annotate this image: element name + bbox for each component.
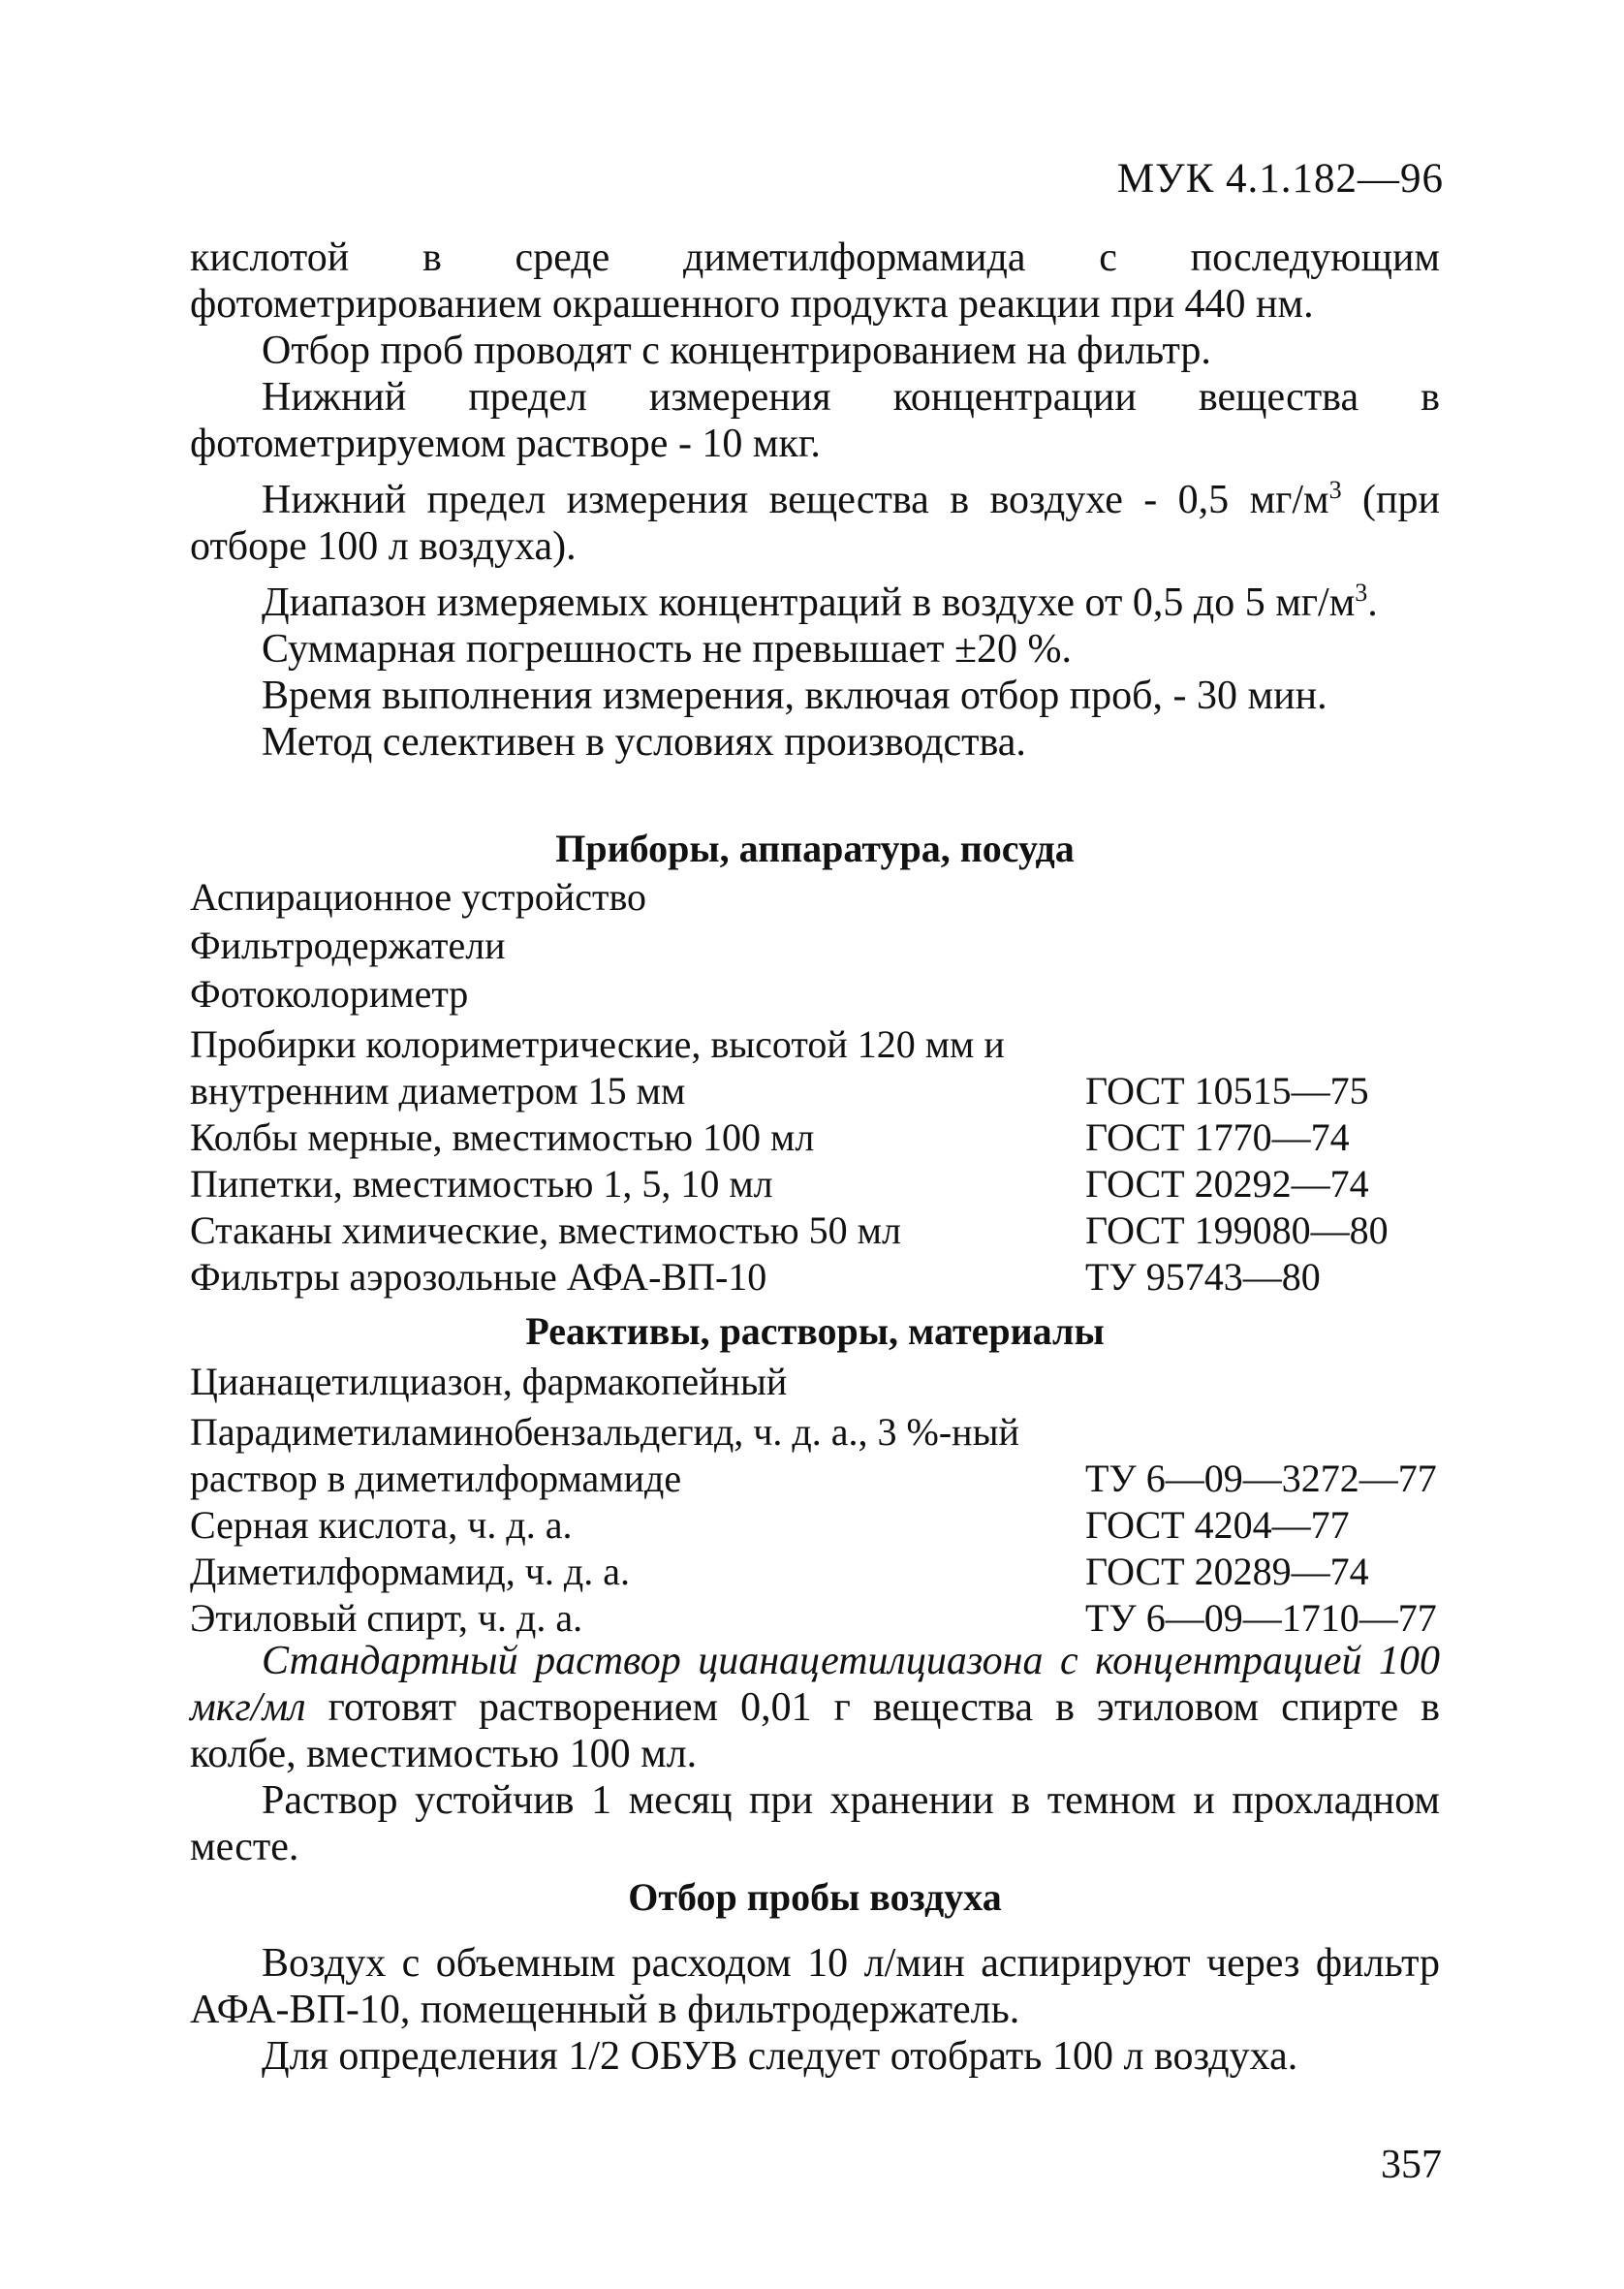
paragraph-sampling-note: Отбор проб проводят с концентрированием на фильтр. — [262, 329, 1211, 373]
paragraph-standard-solution — [190, 1638, 1440, 1777]
item-name: Фотоколориметр — [190, 972, 469, 1016]
item-standard: ГОСТ 10515—75 — [1085, 1069, 1369, 1113]
paragraph-sampling: Воздух с объемным расходом 10 л/мин аспирируют через фильтр АФА-ВП-10, помещенный в фильтродержатель. — [190, 1941, 1440, 2032]
item-name: Цианацетилциазон, фармакопейный — [190, 1360, 788, 1403]
superscript: 3 — [1355, 579, 1368, 607]
paragraph-selectivity: Метод селективен в условиях производства. — [262, 720, 1026, 765]
list-item — [190, 1207, 1440, 1254]
list-item — [190, 1161, 1440, 1207]
standard-solution-title: Стандартный раствор цианацетилциазона с концентрацией 100 мкг/мл — [190, 1639, 1440, 1730]
item-name: Пробирки колориметрические, высотой 120 мм и внутренним диаметром 15 мм — [190, 1022, 1005, 1113]
intro-section — [190, 235, 1440, 766]
item-name: Фильтры аэрозольные АФА-ВП-10 — [190, 1255, 767, 1299]
range-text: Диапазон измеряемых концентраций в воздухе от 0,5 до 5 мг/м — [262, 580, 1356, 625]
item-name: Фильтродержатели — [190, 924, 506, 967]
item-name: Стаканы химические, вместимостью 50 мл — [190, 1208, 901, 1252]
list-item — [190, 1021, 1440, 1114]
standard-solution-section — [190, 1638, 1440, 1870]
paragraph-stability: Раствор устойчив 1 месяц при хранении в темном и прохладном месте. — [190, 1778, 1440, 1869]
list-item — [190, 1409, 1440, 1502]
list-item — [190, 1502, 1440, 1549]
item-standard: ТУ 6—09—1710—77 — [1085, 1596, 1437, 1640]
paragraph-lower-limit-solution: Нижний предел измерения концентрации вещества в фотометрируемом растворе - 10 мкг. — [190, 375, 1440, 466]
item-standard: ГОСТ 20292—74 — [1085, 1162, 1369, 1206]
item-standard: ГОСТ 20289—74 — [1085, 1550, 1369, 1593]
item-name: Аспирационное устройство — [190, 875, 647, 919]
lower-limit-air-tail: (при отборе 100 л воздуха). — [190, 478, 1440, 569]
equipment-heading: Приборы, аппаратура, посуда — [555, 827, 1075, 870]
list-item — [190, 874, 1440, 921]
item-name: Колбы мерные, вместимостью 100 мл — [190, 1115, 815, 1159]
reagents-section — [190, 1308, 1440, 1355]
standard-solution-text: готовят растворением 0,01 г вещества в этиловом спирте в колбе, вместимостью 100 мл. — [190, 1685, 1440, 1776]
superscript: 3 — [1328, 476, 1342, 504]
paragraph-lower-limit-air — [190, 467, 1440, 570]
list-item — [190, 1595, 1440, 1642]
list-item — [190, 1114, 1440, 1161]
item-name: Серная кислота, ч. д. а. — [190, 1503, 573, 1547]
list-item — [190, 971, 1440, 1018]
equipment-section — [190, 826, 1440, 872]
paragraph-sampling-volume: Для определения 1/2 ОБУВ следует отобрать 100 л воздуха. — [262, 2034, 1298, 2079]
item-name: Парадиметиламинобензальдегид, ч. д. а., 3 %-ный раствор в диметилформамиде — [190, 1410, 1019, 1500]
document-code-header: МУК 4.1.182—96 — [1116, 156, 1444, 202]
equipment-list — [190, 874, 1440, 1301]
item-name: Диметилформамид, ч. д. а. — [190, 1550, 631, 1593]
reagents-list — [190, 1359, 1440, 1642]
item-standard: ГОСТ 4204—77 — [1085, 1503, 1350, 1547]
item-name: Этиловый спирт, ч. д. а. — [190, 1596, 583, 1640]
item-standard: ГОСТ 199080—80 — [1085, 1208, 1389, 1252]
lower-limit-air-text: Нижний предел измерения вещества в воздухе - 0,5 мг/м — [262, 478, 1329, 522]
item-name: Пипетки, вместимостью 1, 5, 10 мл — [190, 1162, 773, 1206]
page-number: 357 — [1381, 2143, 1442, 2187]
reagents-heading: Реактивы, растворы, материалы — [525, 1309, 1105, 1353]
list-item — [190, 1549, 1440, 1595]
paragraph-error: Суммарная погрешность не превышает ±20 %. — [262, 627, 1073, 672]
paragraph-continuation: кислотой в среде диметилформамида с последующим фотометрированием окрашенного продукта реакции при 440 нм. — [190, 235, 1440, 327]
item-standard: ГОСТ 1770—74 — [1085, 1115, 1350, 1159]
item-standard: ТУ 95743—80 — [1085, 1255, 1321, 1299]
paragraph-range — [190, 570, 1440, 626]
list-item — [190, 923, 1440, 969]
list-item — [190, 1359, 1440, 1405]
list-item — [190, 1254, 1440, 1301]
sampling-heading: Отбор пробы воздуха — [628, 1875, 1002, 1919]
item-standard: ТУ 6—09—3272—77 — [1085, 1457, 1437, 1500]
range-tail: . — [1367, 580, 1378, 625]
paragraph-duration: Время выполнения измерения, включая отбор проб, - 30 мин. — [262, 674, 1327, 718]
sampling-section — [190, 1874, 1440, 2080]
